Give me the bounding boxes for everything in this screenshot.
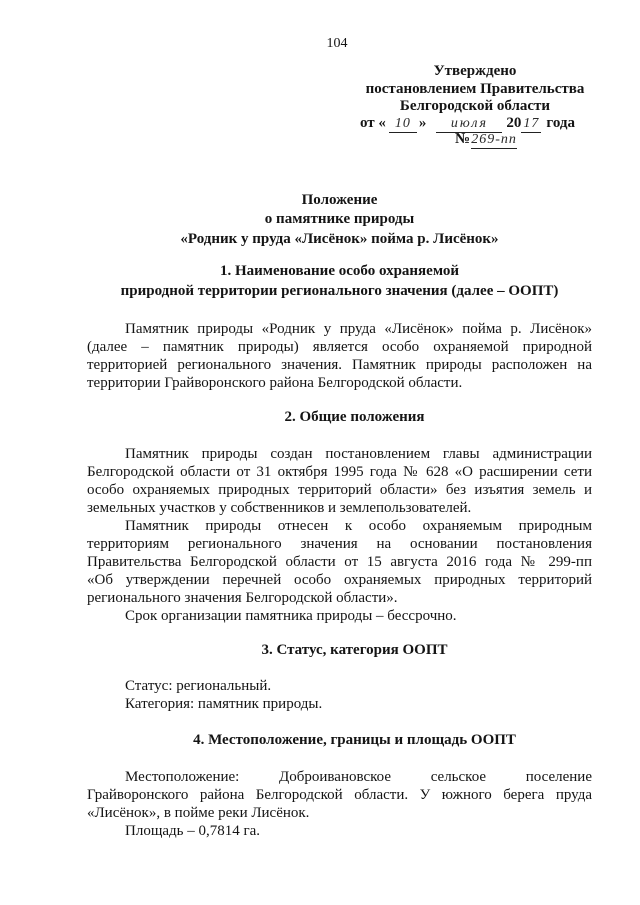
body-line: «Об утверждении перечней особо охраняемых природных территорий — [87, 572, 592, 588]
approval-number — [455, 130, 517, 149]
body-line: территорией регионального значения. Памятник природы расположен на — [87, 357, 592, 373]
body-line: Белгородской области от 31 октября 1995 года № 628 «О расширении сети — [87, 464, 592, 480]
title-line: «Родник у пруда «Лисёнок» пойма р. Лисёнок» — [180, 231, 499, 247]
approval-label: Утверждено — [433, 63, 517, 79]
approval-region-line: Белгородской области — [399, 98, 551, 114]
resolution-number-field: 269-пп — [471, 132, 517, 147]
body-line: Статус: региональный. — [125, 678, 272, 694]
body-line: Местоположение: Доброивановское сельское поселение — [125, 769, 592, 785]
body-line: Памятник природы отнесен к особо охраняемым природным — [125, 518, 592, 534]
section-heading: 3. Статус, категория ООПТ — [261, 642, 448, 658]
date-prefix: от « — [360, 115, 386, 131]
body-line: «Лисёнок», в пойме реки Лисёнок. — [87, 805, 310, 821]
body-line: Срок организации памятника природы – бессрочно. — [125, 608, 457, 624]
section-heading: 2. Общие положения — [284, 409, 425, 425]
body-line: Правительства Белгородской области от 15 августа 2016 года № 299-пп — [87, 554, 592, 570]
page-number: 104 — [326, 36, 348, 51]
title-line: Положение — [301, 192, 378, 208]
section-heading: 1. Наименование особо охраняемой — [219, 263, 459, 279]
body-line: Памятник природы «Родник у пруда «Лисёнок» пойма р. Лисёнок» — [125, 321, 592, 337]
body-line: Категория: памятник природы. — [125, 696, 323, 712]
date-day-field: 10 — [389, 116, 417, 133]
body-line: земельных участков у собственников и землепользователей. — [87, 500, 472, 516]
section-heading: 4. Местоположение, границы и площадь ООПТ — [193, 732, 516, 748]
approval-issuer-line: постановлением Правительства — [365, 81, 585, 97]
date-year-field: 17 — [523, 116, 540, 131]
body-line: территории Грайворонского района Белгородской области. — [87, 375, 463, 391]
number-sign: № — [455, 131, 471, 147]
title-line: о памятнике природы — [264, 211, 415, 227]
body-line: Памятник природы создан постановлением главы администрации — [125, 446, 592, 462]
body-line: регионального значения Белгородской области». — [87, 590, 398, 606]
date-suffix: года — [546, 115, 576, 131]
section-heading: природной территории регионального значения (далее – ООПТ) — [120, 283, 559, 299]
body-line: территориям регионального значения на основании постановления — [87, 536, 592, 552]
body-line: особо охраняемых природных территорий области» без изъятия земель и — [87, 482, 592, 498]
date-month-field: июля — [436, 116, 502, 133]
body-line: Грайворонского района Белгородской области. У южного берега пруда — [87, 787, 592, 803]
body-line: Площадь – 0,7814 га. — [125, 823, 261, 839]
date-century: 20 — [506, 115, 522, 131]
date-close-quote: » — [418, 115, 427, 131]
body-line: (далее – памятник природы) является особо охраняемой природной — [87, 339, 592, 355]
